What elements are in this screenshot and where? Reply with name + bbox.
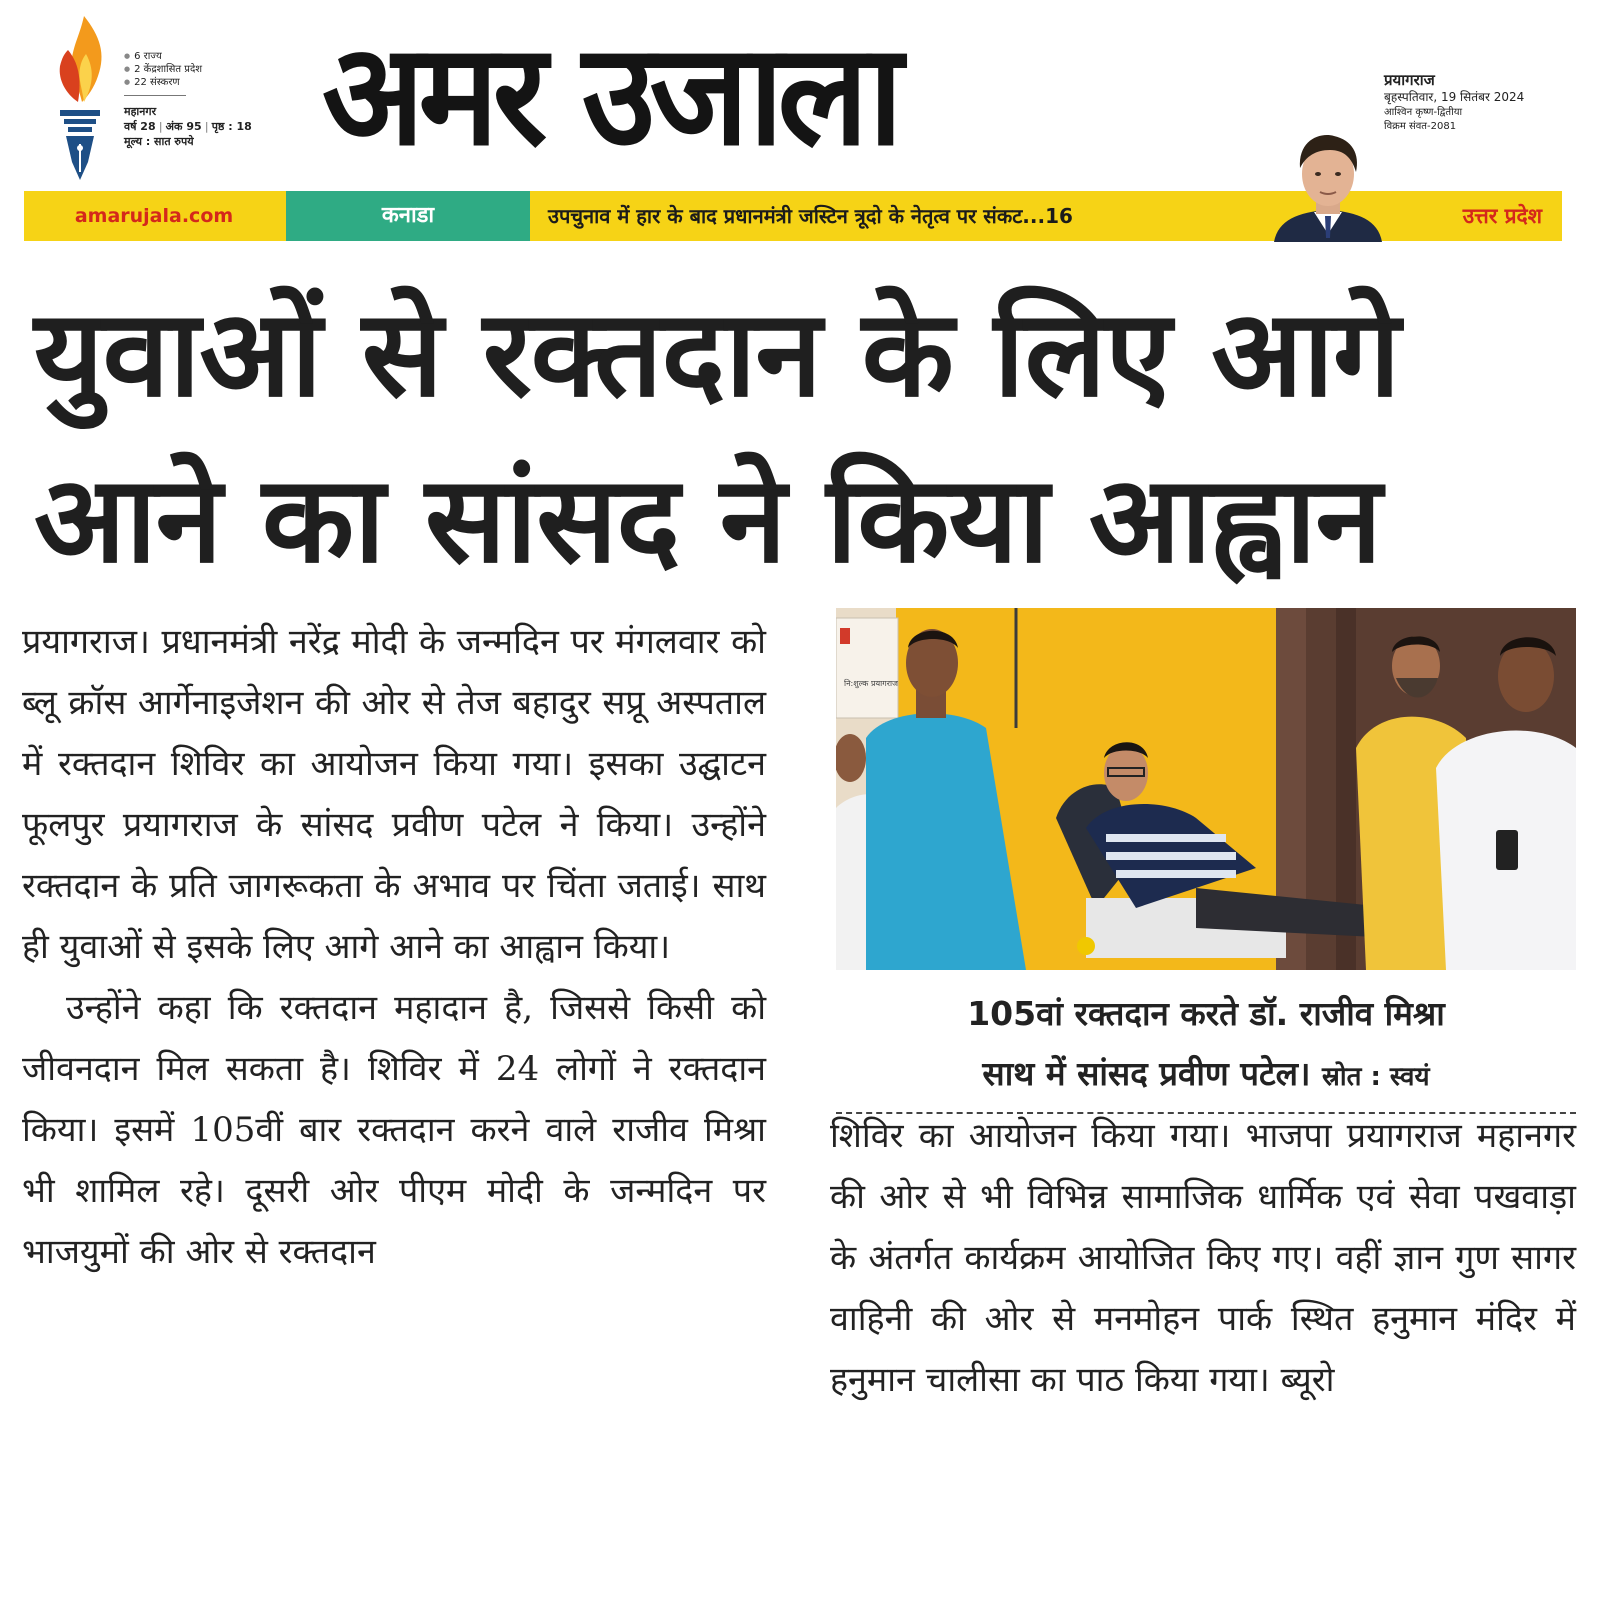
headline-line-2: आने का सांसद ने किया आह्वान bbox=[34, 451, 1382, 590]
issue-date: बृहस्पतिवार, 19 सितंबर 2024 bbox=[1384, 90, 1525, 104]
edition-name: महानगर bbox=[124, 105, 157, 118]
newspaper-title: अमर उजाला bbox=[322, 13, 898, 177]
caption-line-2: साथ में सांसद प्रवीण पटेल। bbox=[982, 1054, 1311, 1093]
article-headline bbox=[34, 272, 1574, 604]
section-label: उत्तर प्रदेश bbox=[1462, 204, 1542, 228]
photo-credit: स्रोत : स्वयं bbox=[1322, 1062, 1430, 1092]
edition-states: ● 6 राज्य bbox=[124, 50, 252, 63]
torch-pen-logo-icon bbox=[48, 14, 118, 182]
photo-sign-text: नि:शुल्क प्रयागराज bbox=[844, 679, 898, 688]
year-label: वर्ष 28 bbox=[124, 120, 156, 133]
ribbon-headline[interactable]: उपचुनाव में हार के बाद प्रधानमंत्री जस्टिन त्रूदो के नेतृत्व पर संकट...16 bbox=[548, 204, 1073, 228]
website-link[interactable]: amarujala.com bbox=[74, 205, 234, 227]
body-paragraph-3: शिविर का आयोजन किया गया। भाजपा प्रयागराज महानगर की ओर से भी विभिन्न सामाजिक धार्मिक एवं सेवा पखवाड़ा के अंतर्गत कार्यक्रम आयोजित किए गए। वहीं ज्ञान गुण सागर वाहिनी की ओर से मनमोहन पार्क स्थित हनुमान मंदिर में हनुमान चालीसा का पाठ किया गया। ब्यूरो bbox=[830, 1116, 1576, 1400]
article-body-left bbox=[22, 612, 766, 1283]
edition-uts: ● 2 केंद्रशासित प्रदेश bbox=[124, 63, 252, 76]
body-paragraph-2: उन्होंने कहा कि रक्तदान महादान है, जिससे किसी को जीवनदान मिल सकता है। शिविर में 24 लोगों ने रक्तदान किया। इसमें 105वीं बार रक्तदान करने वाले राजीव मिश्रा भी शामिल रहे। दूसरी ओर पीएम मोदी के जन्मदिन पर भाजयुमों की ओर से रक्तदान bbox=[22, 988, 766, 1272]
article-body-right bbox=[830, 1106, 1576, 1411]
headline-line-1: युवाओं से रक्तदान के लिए आगे bbox=[34, 285, 1400, 424]
samvat-year: विक्रम संवत-2081 bbox=[1384, 121, 1457, 132]
edition-count: ● 22 संस्करण bbox=[124, 76, 252, 89]
issue-label: अंक 95 bbox=[165, 120, 202, 133]
edition-info: ● 6 राज्य ● 2 केंद्रशासित प्रदेश ● 22 संस्करण महानगर वर्ष 28 | अंक 95 | पृष्ठ : 18 मूल्य : सात रुपये bbox=[124, 50, 252, 149]
body-paragraph-1: प्रयागराज। प्रधानमंत्री नरेंद्र मोदी के जन्मदिन पर मंगलवार को ब्लू क्रॉस आर्गेनाइजेशन की ओर से तेज बहादुर सप्रू अस्पताल में रक्तदान शिविर का आयोजन किया गया। इसका उद्घाटन फूलपुर प्रयागराज के सांसद प्रवीण पटेल ने किया। उन्होंने रक्तदान के प्रति जागरूकता के अभाव पर चिंता जताई। साथ ही युवाओं से इसके लिए आगे आने का आह्वान किया। bbox=[22, 622, 766, 967]
edition-city: प्रयागराज bbox=[1384, 71, 1435, 89]
ribbon-portrait bbox=[1268, 128, 1388, 242]
caption-line-1: 105वां रक्तदान करते डॉ. राजीव मिश्रा bbox=[967, 994, 1445, 1033]
price-label: मूल्य : सात रुपये bbox=[124, 135, 194, 148]
ribbon-tag: कनाडा bbox=[286, 191, 530, 241]
hindu-date: आश्विन कृष्ण-द्वितीया bbox=[1384, 107, 1463, 118]
blood-donation-photo bbox=[836, 608, 1576, 970]
pages-label: पृष्ठ : 18 bbox=[211, 120, 252, 133]
date-block bbox=[1384, 72, 1524, 134]
photo-caption bbox=[836, 984, 1576, 1107]
